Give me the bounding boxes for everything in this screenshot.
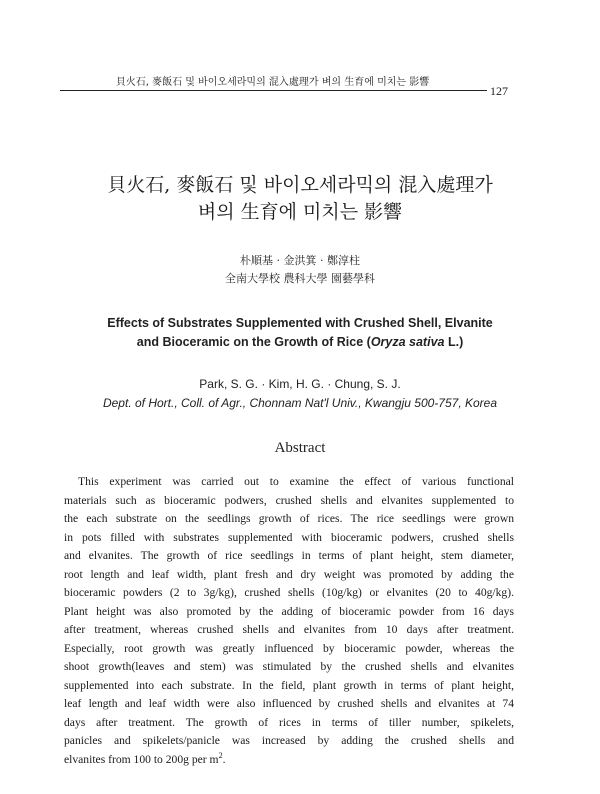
abstract-line: materials such as bioceramic podwers, crushed shells and elvanites supplemented to [64,493,514,507]
abstract-line: after treatment, whereas crushed shells and elvanites from 10 days after treatment. [64,623,514,636]
abstract-line-last [64,751,514,770]
korean-title-line-1: 貝火石, 麥飯石 및 바이오세라믹의 混入處理가 [107,174,493,196]
abstract-line: This experiment was carried out to examine the effect of various functional [78,475,514,488]
abstract-line: Plant height was also promoted by the adding of bioceramic powder from 16 days [64,604,514,618]
abstract-line: leaf length and leaf width were also influenced by crushed shells and elvanites at 74 [64,697,514,710]
abstract-last-text: elvanites from 100 to 200g per m [64,752,219,766]
abstract-heading: Abstract [274,440,326,456]
korean-author-block [0,252,600,288]
page-number: 127 [490,84,508,98]
korean-title-line-2: 벼의 生育에 미치는 影響 [197,201,403,223]
abstract-body [64,473,514,769]
korean-authors: 朴順基 · 金洪箕 · 鄭淳柱 [240,254,360,267]
header-rule [60,90,487,91]
species-name: Oryza sativa [370,335,445,349]
abstract-line: shoot growth(leaves and stem) was stimulated by the crushed shells and elvanites [64,660,514,673]
english-title-line-1: Effects of Substrates Supplemented with Crushed Shell, Elvanite [107,316,493,330]
abstract-line: in pots filled with substrates supplemented with bioceramic podwers, crushed shells [64,530,514,544]
abstract-line: days after treatment. The growth of rices in terms of tiller number, spikelets, [64,715,514,729]
english-title-line-2-suffix: L.) [444,335,464,349]
superscript-2: 2 [218,750,223,760]
abstract-line: panicles and spikelets/panicle was increased by adding the crushed shells and [64,734,514,747]
abstract-last-period: . [222,752,226,766]
english-authors: Park, S. G. · Kim, H. G. · Chung, S. J. [199,377,401,391]
abstract-line: the each substrate on the seedlings growth of rices. The rice seedlings were grown [64,512,514,525]
abstract-line: bioceramic powders (2 to 3g/kg), crushed shells (10g/kg) or elvanites (20 to 40g/kg). [64,586,514,599]
abstract-line: and elvanites. The growth of rice seedlings in terms of plant height, stem diameter, [64,549,514,562]
running-header: 貝火石, 麥飯石 및 바이오세라믹의 混入處理가 벼의 生育에 미치는 影響 [115,77,430,88]
abstract-line: root length and leaf width, plant fresh and dry weight was promoted by adding the [64,567,514,581]
english-title-line-2 [0,333,600,352]
korean-title [0,172,600,226]
english-title [0,314,600,352]
korean-affiliation: 全南大學校 農科大學 園藝學科 [225,272,375,285]
abstract-line: Especially, root growth was greatly influenced by bioceramic powder, whereas the [64,641,514,655]
english-title-line-2-prefix: and Bioceramic on the Growth of Rice ( [136,335,371,349]
abstract-line: supplemented into each substrate. In the field, plant growth in terms of plant height, [64,678,514,692]
english-affiliation: Dept. of Hort., Coll. of Agr., Chonnam Nat'l Univ., Kwangju 500-757, Korea [102,396,498,410]
english-author-block [0,375,600,413]
